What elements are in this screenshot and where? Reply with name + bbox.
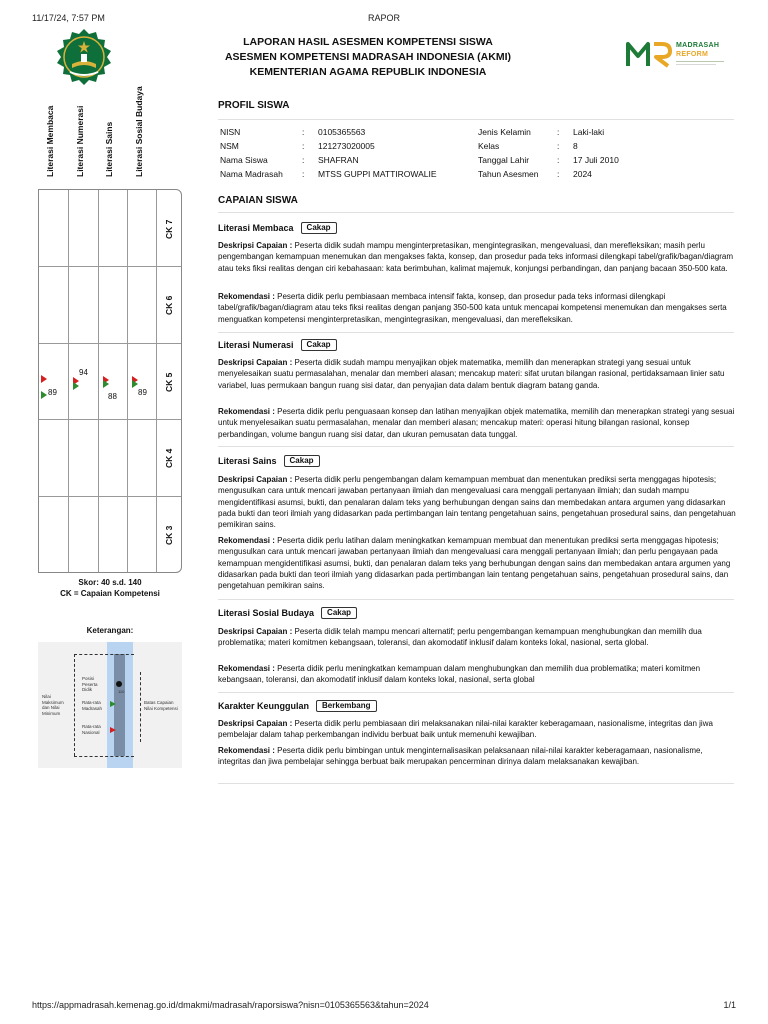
profile-value-nsm: 121273020005 (318, 141, 375, 151)
legend-min-line (74, 756, 134, 757)
score-numerasi: 94 (79, 368, 88, 377)
chart-ck-note: CK = Capaian Kompetensi (60, 589, 160, 598)
profile-colon: : (302, 127, 305, 137)
legend-minmax-bracket (74, 654, 75, 756)
profile-label-kelas: Kelas (478, 141, 500, 151)
profile-label-jenis-kelamin: Jenis Kelamin (478, 127, 531, 137)
rec-label: Rekomendasi : (218, 292, 275, 301)
level-badge: Cakap (301, 339, 337, 351)
madrasah-avg-marker (41, 391, 47, 399)
madrasah-reform-logo (626, 40, 732, 70)
subject-name: Literasi Membaca (218, 223, 294, 233)
report-heading-line1: LAPORAN HASIL ASESMEN KOMPETENSI SISWA (243, 36, 493, 48)
desc-membaca (218, 240, 736, 274)
subject-divider (218, 692, 734, 693)
logo-text-madrasah: MADRASAH (676, 42, 720, 49)
profile-value-jenis-kelamin: Laki-laki (573, 127, 605, 137)
subject-name: Karakter Keunggulan (218, 701, 310, 711)
legend-madrasah-text: Rata-rata Madrasah (82, 700, 103, 711)
grid-vline (98, 190, 99, 572)
desc-label: Deskripsi Capaian : (218, 719, 293, 728)
level-badge: Berkembang (316, 700, 376, 712)
grid-hline (39, 266, 181, 267)
legend-title: Keterangan: (86, 626, 134, 635)
report-heading-line2: ASESMEN KOMPETENSI MADRASAH INDONESIA (AKMI) (224, 51, 512, 63)
grid-hline (39, 343, 181, 344)
subject-name: Literasi Sosial Budaya (218, 608, 315, 618)
profile-colon: : (302, 141, 305, 151)
profile-label-tahun-asesmen: Tahun Asesmen (478, 169, 539, 179)
profile-colon: : (557, 127, 560, 137)
national-avg-marker (41, 375, 47, 383)
print-page-number: 1/1 (723, 1000, 736, 1010)
rec-membaca (218, 291, 736, 325)
subject-heading-sains (218, 455, 320, 467)
profile-label-nama-siswa: Nama Siswa (220, 155, 268, 165)
rec-text: Peserta didik perlu penguasaan konsep dan latihan menyajikan objek matematika, memilih dan menerapkan strategi yang sesuai untuk menyelesaikan suatu permasalahan, menalar dan memberi alasan; mencakup materi: operasi hitung bilangan rasional, konsep perbandingan, volume bangun ruang sisi datar, dan ukuran pemusatan data tunggal. (218, 407, 735, 439)
desc-label: Deskripsi Capaian : (218, 358, 293, 367)
report-heading (200, 35, 536, 80)
print-url: https://appmadrasah.kemenag.go.id/dmakmi/madrasah/raporsiswa?nisn=0105365563&tahun=2024 (32, 1000, 429, 1010)
capaian-divider (218, 212, 734, 213)
profile-label-nsm: NSM (220, 141, 239, 151)
rec-label: Rekomendasi : (218, 536, 275, 545)
rec-text: Peserta didik perlu meningkatkan kemampuan dalam menghubungkan dan memilih dua problematika; materi komitmen kebangsaan, toleransi, dan akomodatif inklusif dalam konteks lokal, nasional, serta global (218, 664, 701, 685)
profile-value-tahun-asesmen: 2024 (573, 169, 592, 179)
legend-madrasah-marker (110, 701, 116, 707)
rec-label: Rekomendasi : (218, 664, 275, 673)
chart-score-range: Skor: 40 s.d. 140 (78, 578, 142, 587)
level-badge: Cakap (284, 455, 320, 467)
level-badge: Cakap (321, 607, 357, 619)
capaian-title: CAPAIAN SISWA (218, 195, 298, 206)
chart-col-label-sosial-budaya: Literasi Sosial Budaya (134, 86, 144, 177)
grid-vline (127, 190, 128, 572)
subject-heading-numerasi (218, 339, 337, 351)
profile-value-tanggal-lahir: 17 Juli 2010 (573, 155, 619, 165)
profile-colon: : (302, 169, 305, 179)
profile-label-tanggal-lahir: Tanggal Lahir (478, 155, 530, 165)
print-title: RAPOR (367, 13, 400, 23)
score-membaca: 89 (48, 388, 57, 397)
madrasah-avg-marker (73, 382, 79, 390)
legend (38, 642, 182, 768)
rec-text: Peserta didik perlu pembiasaan membaca intensif fakta, konsep, dan prosedur pada teks informasi dilengkapi tabel/grafik/bagan/diagram atau teks fiksi realitas dengan panjang 350-500 kata untuk mencapai kompetensi menemukan dan mengakses serta menguatkan kompetensi menginterpretasikan, mengintegrasikan, mengevaluasi, dan merefleksikan. (218, 292, 727, 324)
subject-divider (218, 599, 734, 600)
subject-heading-sosial-budaya (218, 607, 357, 619)
legend-posisi-text: Posisi Peserta Didik (82, 676, 98, 692)
chart-grid (38, 189, 182, 573)
print-datetime: 11/17/24, 7:57 PM (32, 13, 105, 23)
grid-hline (39, 419, 181, 420)
desc-numerasi (218, 357, 736, 391)
rec-sosial-budaya (218, 663, 736, 686)
chart-col-label-numerasi: Literasi Numerasi (75, 105, 85, 177)
desc-text: Peserta didik sudah mampu menyajikan objek matematika, memilih dan menerapkan strategi yang sesuai untuk menyelesaikan suatu permasalahan, menalar dan memberi alasan; mencakup materi: sifat urutan bilangan rasional, pertidaksamaan linier satu variabel, luas permukaan bangun ruang sisi datar, dan penyajian data dalam bentuk diagram batang ganda. (218, 358, 725, 390)
kemenag-logo (50, 28, 118, 86)
subject-heading-karakter (218, 700, 377, 712)
desc-label: Deskripsi Capaian : (218, 475, 293, 484)
subject-divider (218, 332, 734, 333)
subject-divider (218, 783, 734, 784)
profile-label-nisn: NISN (220, 127, 241, 137)
grid-vline (156, 190, 157, 572)
logo-tagline-line (676, 61, 724, 62)
legend-position-dot (116, 681, 122, 687)
profile-colon: : (557, 169, 560, 179)
ck-label-4: CK 4 (164, 448, 174, 468)
desc-text: Peserta didik telah mampu mencari alternatif; perlu pengembangan kemampuan menghubungkan dan memilih dua problematika; materi komitmen kebangsaan, toleransi, dan akomodatif inklusif dalam konteks lokal, nasional, serta global. (218, 627, 702, 648)
rec-label: Rekomendasi : (218, 407, 275, 416)
level-badge: Cakap (301, 222, 337, 234)
ck-label-7: CK 7 (164, 219, 174, 239)
profile-value-kelas: 8 (573, 141, 578, 151)
legend-max-line (74, 654, 134, 655)
marker-group-numerasi (71, 373, 85, 403)
report-heading-line3: KEMENTERIAN AGAMA REPUBLIK INDONESIA (249, 66, 487, 78)
profile-colon: : (302, 155, 305, 165)
score-sosial-budaya: 89 (138, 388, 147, 397)
rec-text: Peserta didik perlu latihan dalam meningkatkan kemampuan membuat dan menentukan prediksi serta menggagas hipotesis; mengusulkan cara untuk mencari jawaban pertanyaan ilmiah dan mengevaluasi cara menggali pertanyaan ilmiah; dan perlu pengayaan pada kemampuan mengidentifikasi asumsi, bukti, dan penalaran dalam teks yang berhubungan dengan sains dan membedakan antara argumen yang didasarkan pada bukti dan teori ilmiah yang didasarkan pada pertimbangan lain tentang pengetahuan sains, pengetahuan prosedural sains, dan pengetahuan pemikiran sains. (218, 536, 731, 591)
desc-label: Deskripsi Capaian : (218, 241, 293, 250)
logo-text-reform: REFORM (676, 51, 709, 58)
rec-text: Peserta didik perlu bimbingan untuk menginternalisasikan pelaksanaan nilai-nilai karakter keberagamaan, nasionalisme, integritas dan jiwa pembelajar sehingga berbuat baik merupakan pencerminan dirinya dalam melaksanakan kewajiban. (218, 746, 703, 767)
desc-text: Peserta didik perlu pembiasaan diri melaksanakan nilai-nilai karakter keberagamaan, nasionalisme, integritas dan jiwa pembelajar dalam tahap perkembangan individu berbuat baik untuk memenuhi kewajiban. (218, 719, 713, 740)
chart-col-label-sains: Literasi Sains (104, 121, 114, 177)
rec-karakter (218, 745, 736, 768)
legend-minmax-text: Nilai Maksimum dan Nilai Minimum (42, 694, 64, 716)
legend-national-marker (110, 727, 116, 733)
profile-value-nama-madrasah: MTSS GUPPI MATTIROWALIE (318, 169, 437, 179)
subject-heading-membaca (218, 222, 337, 234)
desc-karakter (218, 718, 736, 741)
legend-marker-icons (109, 697, 119, 737)
desc-sains (218, 474, 736, 530)
rec-sains (218, 535, 736, 591)
rec-label: Rekomendasi : (218, 746, 275, 755)
mr-mark-icon (626, 40, 676, 68)
profile-colon: : (557, 155, 560, 165)
profile-divider (218, 119, 734, 120)
legend-value-text: 110 (118, 689, 125, 694)
ck-label-5: CK 5 (164, 372, 174, 392)
legend-nasional-text: Rata-rata Nasional (82, 724, 101, 735)
print-header (32, 13, 736, 25)
desc-label: Deskripsi Capaian : (218, 627, 293, 636)
grid-vline (68, 190, 69, 572)
subject-name: Literasi Sains (218, 456, 277, 466)
profile-value-nama-siswa: SHAFRAN (318, 155, 359, 165)
ck-label-3: CK 3 (164, 525, 174, 545)
legend-batas-bracket (140, 672, 141, 742)
legend-batas-text: Batas Capaian Nilai Kompetensi (144, 700, 178, 711)
profile-title: PROFIL SISWA (218, 100, 290, 111)
profile-label-nama-madrasah: Nama Madrasah (220, 169, 283, 179)
chart-col-label-membaca: Literasi Membaca (45, 105, 55, 177)
print-footer (32, 1000, 736, 1012)
subject-name: Literasi Numerasi (218, 340, 294, 350)
score-sains: 88 (108, 392, 117, 401)
logo-tagline-line-2 (676, 64, 716, 65)
desc-text: Peserta didik sudah mampu menginterpretasikan, mengintegrasikan, mengevaluasi, dan merefleksikan; masih perlu pengembangan kemampuan menemukan dan mengakses fakta, konsep, dan prosedur pada teks informasi dilengkapi tabel/grafik/bagan/diagram atau teks fiksi realitas dengan ciri kebahasaan: kata berimbuhan, kalimat majemuk, konjungsi perbandingan, dan panjang bacaan 350-500 kata. (218, 241, 733, 273)
profile-colon: : (557, 141, 560, 151)
ck-label-6: CK 6 (164, 295, 174, 315)
profile-value-nisn: 0105365563 (318, 127, 366, 137)
rec-numerasi (218, 406, 736, 440)
subject-divider (218, 446, 734, 447)
desc-text: Peserta didik perlu pengembangan dalam kemampuan membuat dan menentukan prediksi serta menggagas hipotesis; mengusulkan cara untuk mencari jawaban pertanyaan ilmiah dan mengevaluasi cara menggali pertanyaan ilmiah; dan sudah mampu mengidentifikasi asumsi, bukti, dan penalaran dalam teks yang berhubungan dengan sains dan membedakan antara argumen yang didasarkan pada bukti dan teori ilmiah yang didasarkan pada pertimbangan lain tentang pengetahuan sains, pengetahuan prosedural sains, dan pengetahuan pemikiran sains. (218, 475, 736, 530)
desc-sosial-budaya (218, 626, 736, 649)
grid-hline (39, 496, 181, 497)
